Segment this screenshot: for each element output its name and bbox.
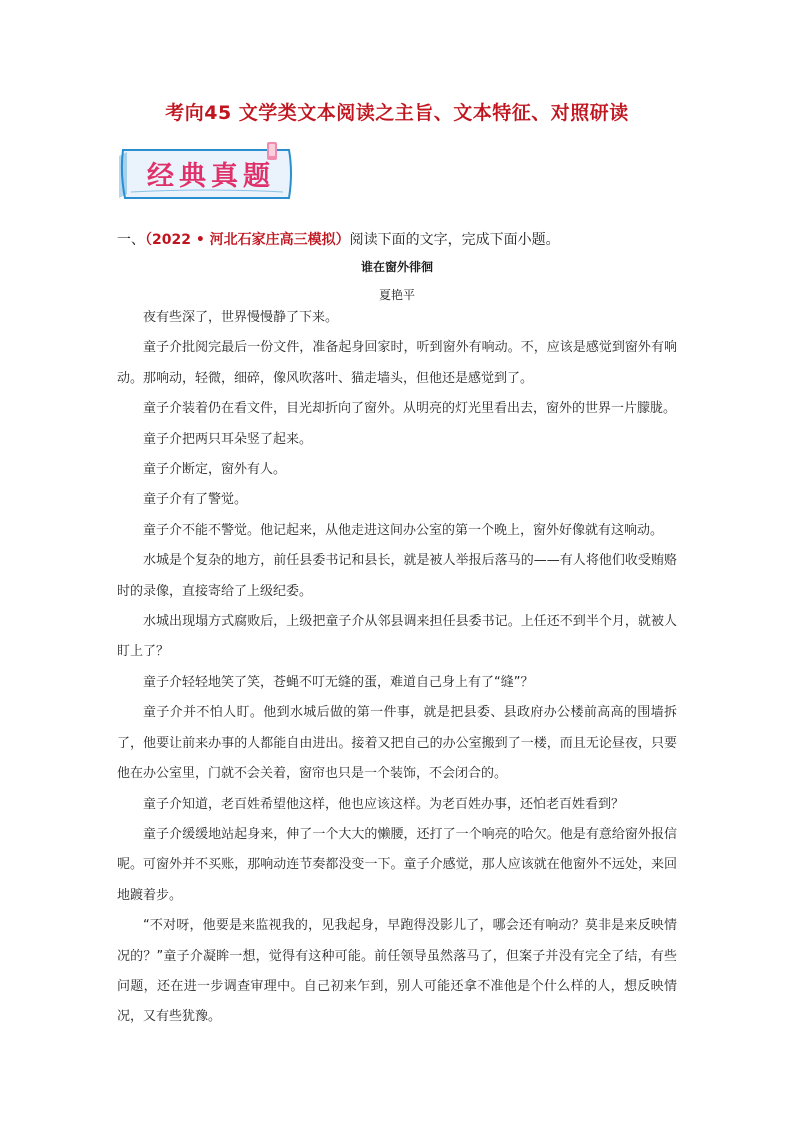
story-paragraph: 童子介不能不警觉。他记起来，从他走进这间办公室的第一个晚上，窗外好像就有这响动。 [143, 522, 664, 538]
story-paragraph: 童子介有了警觉。 [143, 492, 248, 508]
question-number: 一、 [117, 232, 145, 248]
question-header [117, 229, 560, 249]
story-paragraph: 夜有些深了，世界慢慢静了下来。 [143, 310, 339, 325]
banner-label: 经典真题 [147, 161, 275, 192]
page-title: 考向45 文学类文本阅读之主旨、文本特征、对照研读 [165, 102, 629, 124]
story-paragraph: 童子介装着仍在看文件，目光却折向了窗外。从明亮的灯光里看出去，窗外的世界一片朦胧。 [143, 401, 677, 417]
story-paragraph: 童子介轻轻地笑了笑，苍蝇不叮无缝的蛋，难道自己身上有了“缝”？ [143, 674, 534, 690]
question-source: （2022 • 河北石家庄高三模拟） [145, 232, 350, 248]
story-paragraph: 水城出现塌方式腐败后，上级把童子介从邻县调来担任县委书记。上任还不到半个月，就被人盯上了？ [117, 614, 677, 660]
story-paragraph: 童子介批阅完最后一份文件，准备起身回家时，听到窗外有响动。不，应该是感觉到窗外有响动。那响动，轻微，细碎，像风吹落叶、猫走墙头，但他还是感觉到了。 [117, 340, 677, 386]
story-paragraph: “不对呀，他要是来监视我的，见我起身，早跑得没影儿了，哪会还有响动？莫非是来反映情况的？”童子介凝眸一想，觉得有这种可能。前任领导虽然落马了，但案子并没有完全了结，有些问题，还在进一步调查审理中。自己初来乍到，别人可能还拿不准他是个什么样的人，想反映情况，又有些犹豫。 [117, 918, 677, 1025]
story-paragraph: 童子介把两只耳朵竖了起来。 [143, 431, 313, 447]
story-author: 夏艳平 [378, 288, 415, 302]
story-paragraph: 童子介断定，窗外有人。 [143, 462, 287, 478]
story-title: 谁在窗外徘徊 [360, 260, 433, 274]
story-paragraph: 童子介缓缓地站起身来，伸了一个大大的懒腰，还打了一个响亮的哈欠。他是有意给窗外报信呢。可窗外并不买账，那响动连节奏都没变一下。童子介感觉，那人应该就在他窗外不远处，来回地踱着步。 [117, 826, 677, 903]
story-paragraph: 水城是个复杂的地方，前任县委书记和县长，就是被人举报后落马的——有人将他们收受贿赂时的录像，直接寄给了上级纪委。 [117, 553, 677, 599]
section-banner [117, 142, 297, 204]
question-instruction: 阅读下面的文字，完成下面小题。 [349, 232, 560, 248]
story-paragraph: 童子介并不怕人盯。他到水城后做的第一件事，就是把县委、县政府办公楼前高高的围墙拆了，他要让前来办事的人都能自由进出。接着又把自己的办公室搬到了一楼，而且无论昼夜，只要他在办公室里，门就不会关着，窗帘也只是一个装饰，不会闭合的。 [117, 705, 677, 782]
story-paragraph: 童子介知道，老百姓希望他这样，他也应该这样。为老百姓办事，还怕老百姓看到？ [143, 796, 625, 812]
story-body [117, 303, 677, 1033]
